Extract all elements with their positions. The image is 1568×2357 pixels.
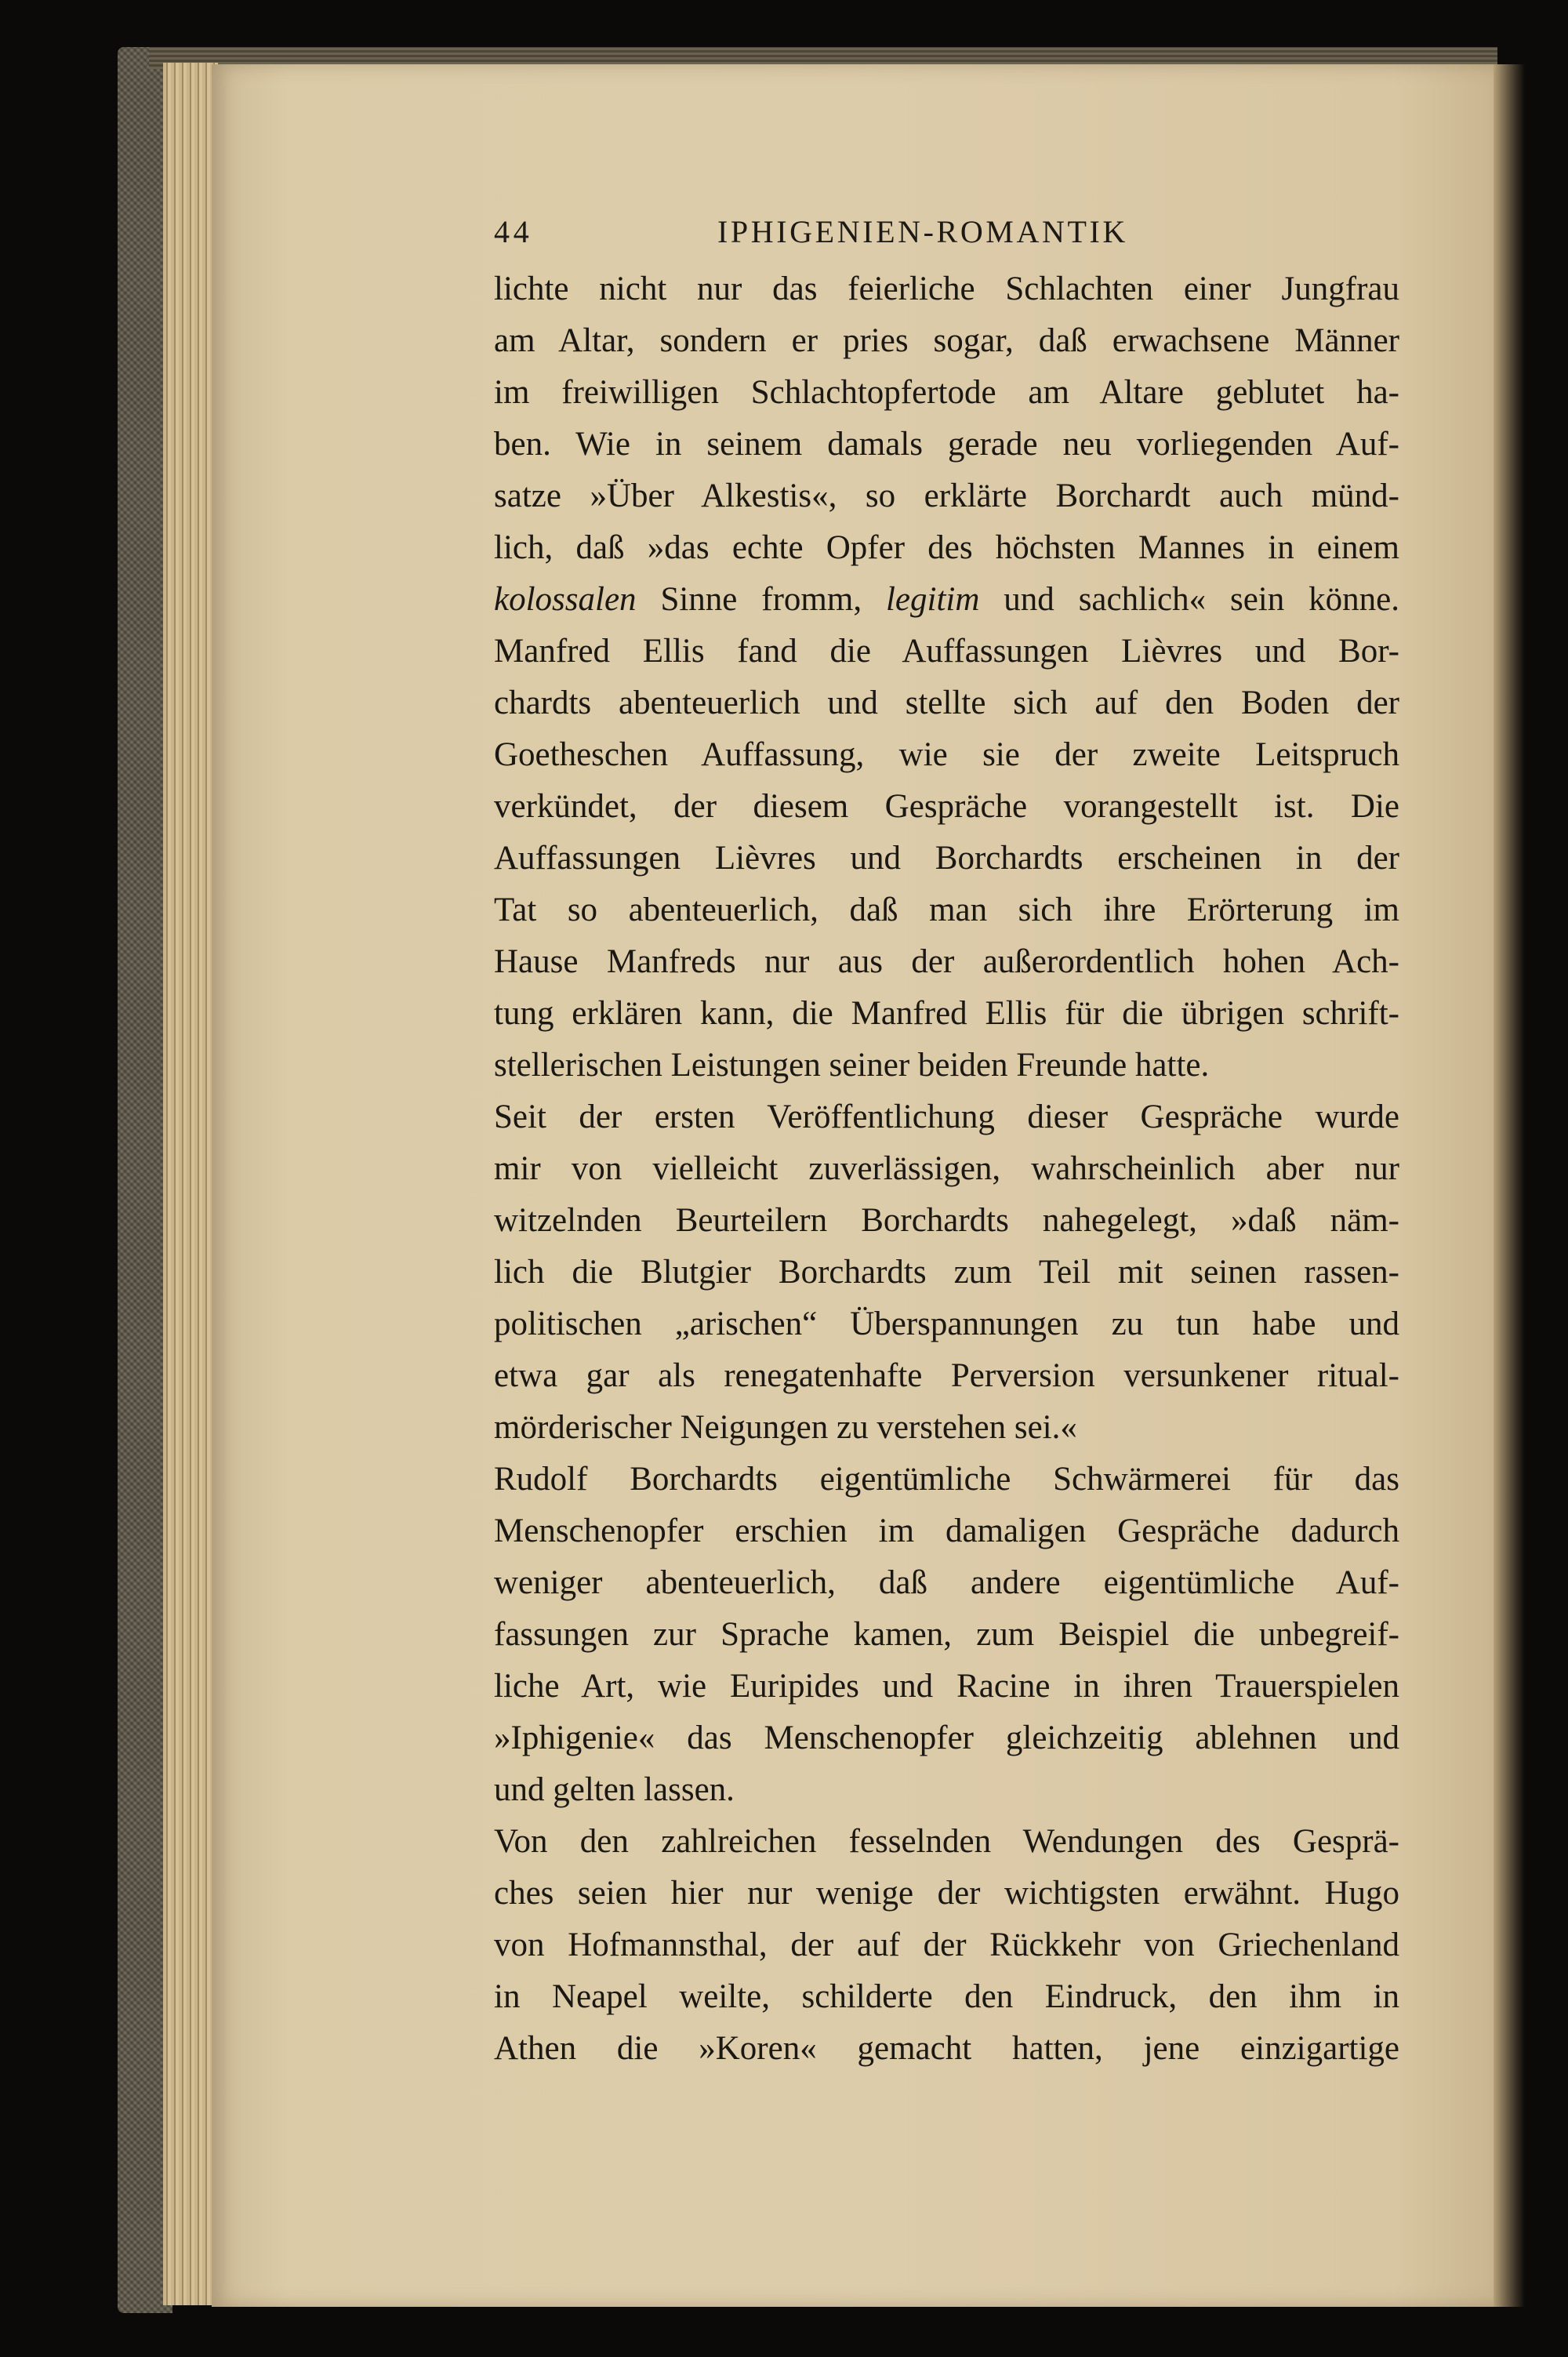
page-number: 44 [494, 214, 533, 249]
text-line: Menschenopfer erschien im damaligen Gespräche dadurch [494, 1513, 1399, 1549]
text-line: chardts abenteuerlich und stellte sich auf den Boden der [494, 685, 1399, 721]
text-line: im freiwilligen Schlachtopfertode am Altare geblutet ha- [494, 374, 1399, 411]
text-line: lichte nicht nur das feierliche Schlachten einer Jungfrau [494, 271, 1399, 307]
text-line: mir von vielleicht zuverlässigen, wahrscheinlich aber nur [494, 1150, 1399, 1187]
text-line: witzelnden Beurteilern Borchardts nahegelegt, »daß näm- [494, 1202, 1399, 1239]
text-line: verkündet, der diesem Gespräche vorangestellt ist. Die [494, 788, 1399, 825]
text-line: von Hofmannsthal, der auf der Rückkehr von Griechenland [494, 1927, 1399, 1963]
running-title: IPHIGENIEN-ROMANTIK [717, 214, 1128, 249]
text-line: politischen „arischen“ Überspannungen zu tun habe und [494, 1306, 1399, 1342]
text-line: am Altar, sondern er pries sogar, daß erwachsene Männer [494, 322, 1399, 359]
text-line: Von den zahlreichen fesselnden Wendungen des Gesprä- [494, 1823, 1399, 1860]
page-gutter-shadow [1494, 64, 1525, 2307]
text-line: Auffassungen Lièvres und Borchardts erscheinen in der [494, 840, 1399, 877]
text-line-with-italics [494, 574, 1399, 626]
text-line: und gelten lassen. [494, 1771, 735, 1808]
text-line: »Iphigenie« das Menschenopfer gleichzeitig ablehnen und [494, 1720, 1399, 1756]
text-line: ben. Wie in seinem damals gerade neu vorliegenden Auf- [494, 426, 1399, 463]
body-text [494, 263, 1399, 2075]
text-line: mörderischer Neigungen zu verstehen sei.« [494, 1409, 1077, 1446]
text-line: Hause Manfreds nur aus der außerordentlich hohen Ach- [494, 943, 1399, 980]
text-line: Athen die »Koren« gemacht hatten, jene einzigartige [494, 2030, 1399, 2067]
text-line: tung erklären kann, die Manfred Ellis für die übrigen schrift- [494, 995, 1399, 1032]
text-line: Rudolf Borchardts eigentümliche Schwärmerei für das [494, 1461, 1399, 1498]
text-line: Manfred Ellis fand die Auffassungen Lièvres und Bor- [494, 633, 1399, 670]
page-edges [163, 63, 218, 2305]
text-line: in Neapel weilte, schilderte den Eindruck, den ihm in [494, 1978, 1399, 2015]
text-line: stellerischen Leistungen seiner beiden Freunde hatte. [494, 1047, 1210, 1084]
text-line: weniger abenteuerlich, daß andere eigentümliche Auf- [494, 1564, 1399, 1601]
text-line: lich, daß »das echte Opfer des höchsten Mannes in einem [494, 529, 1399, 566]
text-fragment: und sachlich« sein könne. [979, 581, 1399, 618]
text-line: liche Art, wie Euripides und Racine in ihren Trauerspielen [494, 1668, 1399, 1705]
text-line: ches seien hier nur wenige der wichtigsten erwähnt. Hugo [494, 1875, 1399, 1912]
text-line: fassungen zur Sprache kamen, zum Beispiel die unbegreif- [494, 1616, 1399, 1653]
text-line: Tat so abenteuerlich, daß man sich ihre Erörterung im [494, 892, 1399, 928]
text-line: etwa gar als renegatenhafte Perversion versunkener ritual- [494, 1357, 1399, 1394]
text-fragment: Sinne fromm, [636, 581, 886, 618]
text-line: lich die Blutgier Borchardts zum Teil mit seinen rassen- [494, 1254, 1399, 1291]
italic-word: kolossalen [494, 581, 637, 618]
text-line: satze »Über Alkestis«, so erklärte Borchardt auch münd- [494, 478, 1399, 514]
italic-word: legitim [885, 581, 980, 618]
text-line: Seit der ersten Veröffentlichung dieser Gespräche wurde [494, 1099, 1399, 1135]
text-line: Goetheschen Auffassung, wie sie der zweite Leitspruch [494, 736, 1399, 773]
